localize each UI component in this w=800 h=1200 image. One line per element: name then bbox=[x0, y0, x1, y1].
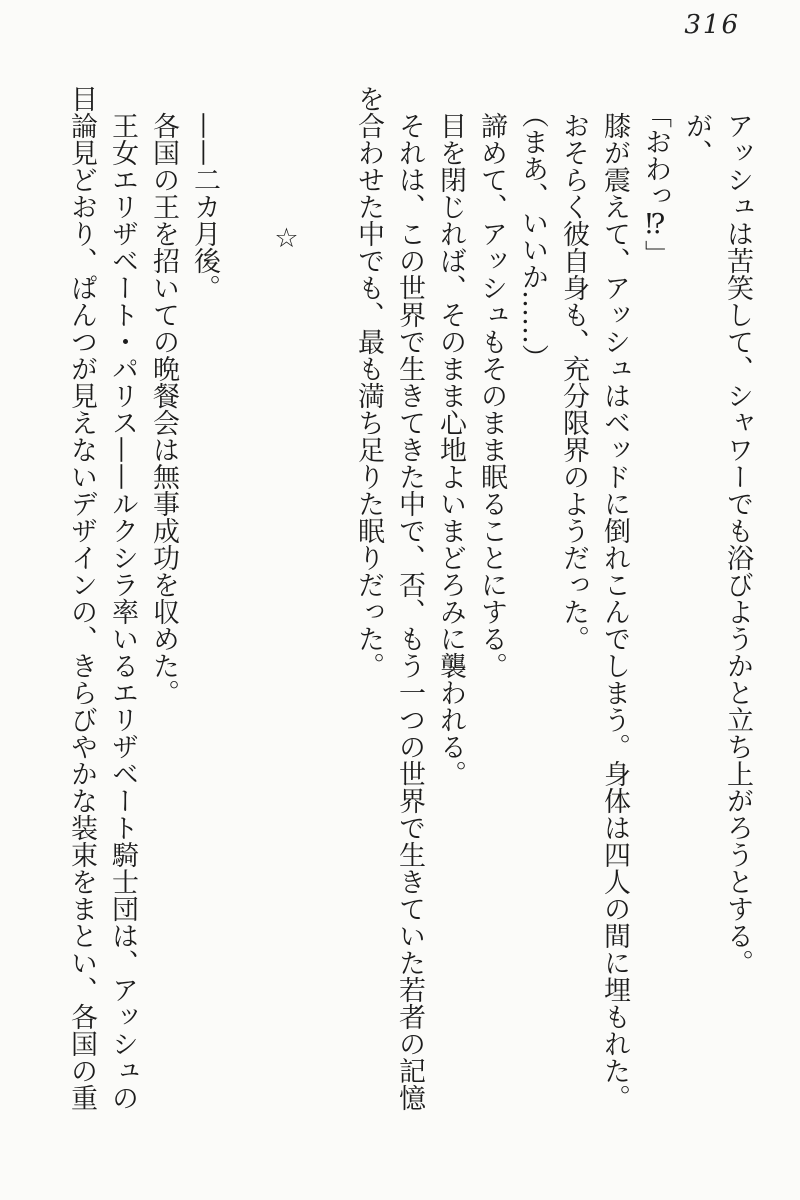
page-number: 316 bbox=[684, 10, 740, 40]
paragraph: それは、この世界で生きてきた中で、否、もう一つの世界で生きていた若者の記憶を合わせた中でも、最も満ち足りた眠りだった。 bbox=[353, 85, 425, 1111]
paragraph: 膝が震えて、アッシュはベッドに倒れこんでしまう。身体は四人の間に埋もれた。 bbox=[599, 112, 630, 1111]
dialogue-paragraph: 「おわっ⁉」 bbox=[640, 101, 671, 268]
paragraph: 諦めて、アッシュもそのまま眠ることにする。 bbox=[476, 112, 507, 679]
paragraph: 目を閉じれば、そのまま心地よいまどろみに襲われる。 bbox=[435, 112, 466, 787]
thought-paragraph: （まあ、いいか……） bbox=[517, 101, 548, 372]
text-area bbox=[61, 85, 758, 1120]
paragraph: 各国の王を招いての晩餐会は無事成功を収めた。 bbox=[148, 112, 179, 706]
scene-divider-star-icon: ☆ bbox=[271, 223, 302, 254]
paragraph: アッシュは苦笑して、シャワーでも浴びようかと立ち上がろうとする。 bbox=[722, 112, 753, 976]
paragraph: が、 bbox=[681, 112, 712, 166]
paragraph: おそらく彼自身も、充分限界のようだった。 bbox=[558, 112, 589, 652]
paragraph: 王女エリザベート・パリス——ルクシラ率いるエリザベート騎士団は、アッシュの目論見どおり、ぱんつが見えないデザインの、きらびやかな装束をまとい、各国の重 bbox=[66, 85, 138, 1111]
paragraph: ——二カ月後。 bbox=[189, 112, 220, 301]
